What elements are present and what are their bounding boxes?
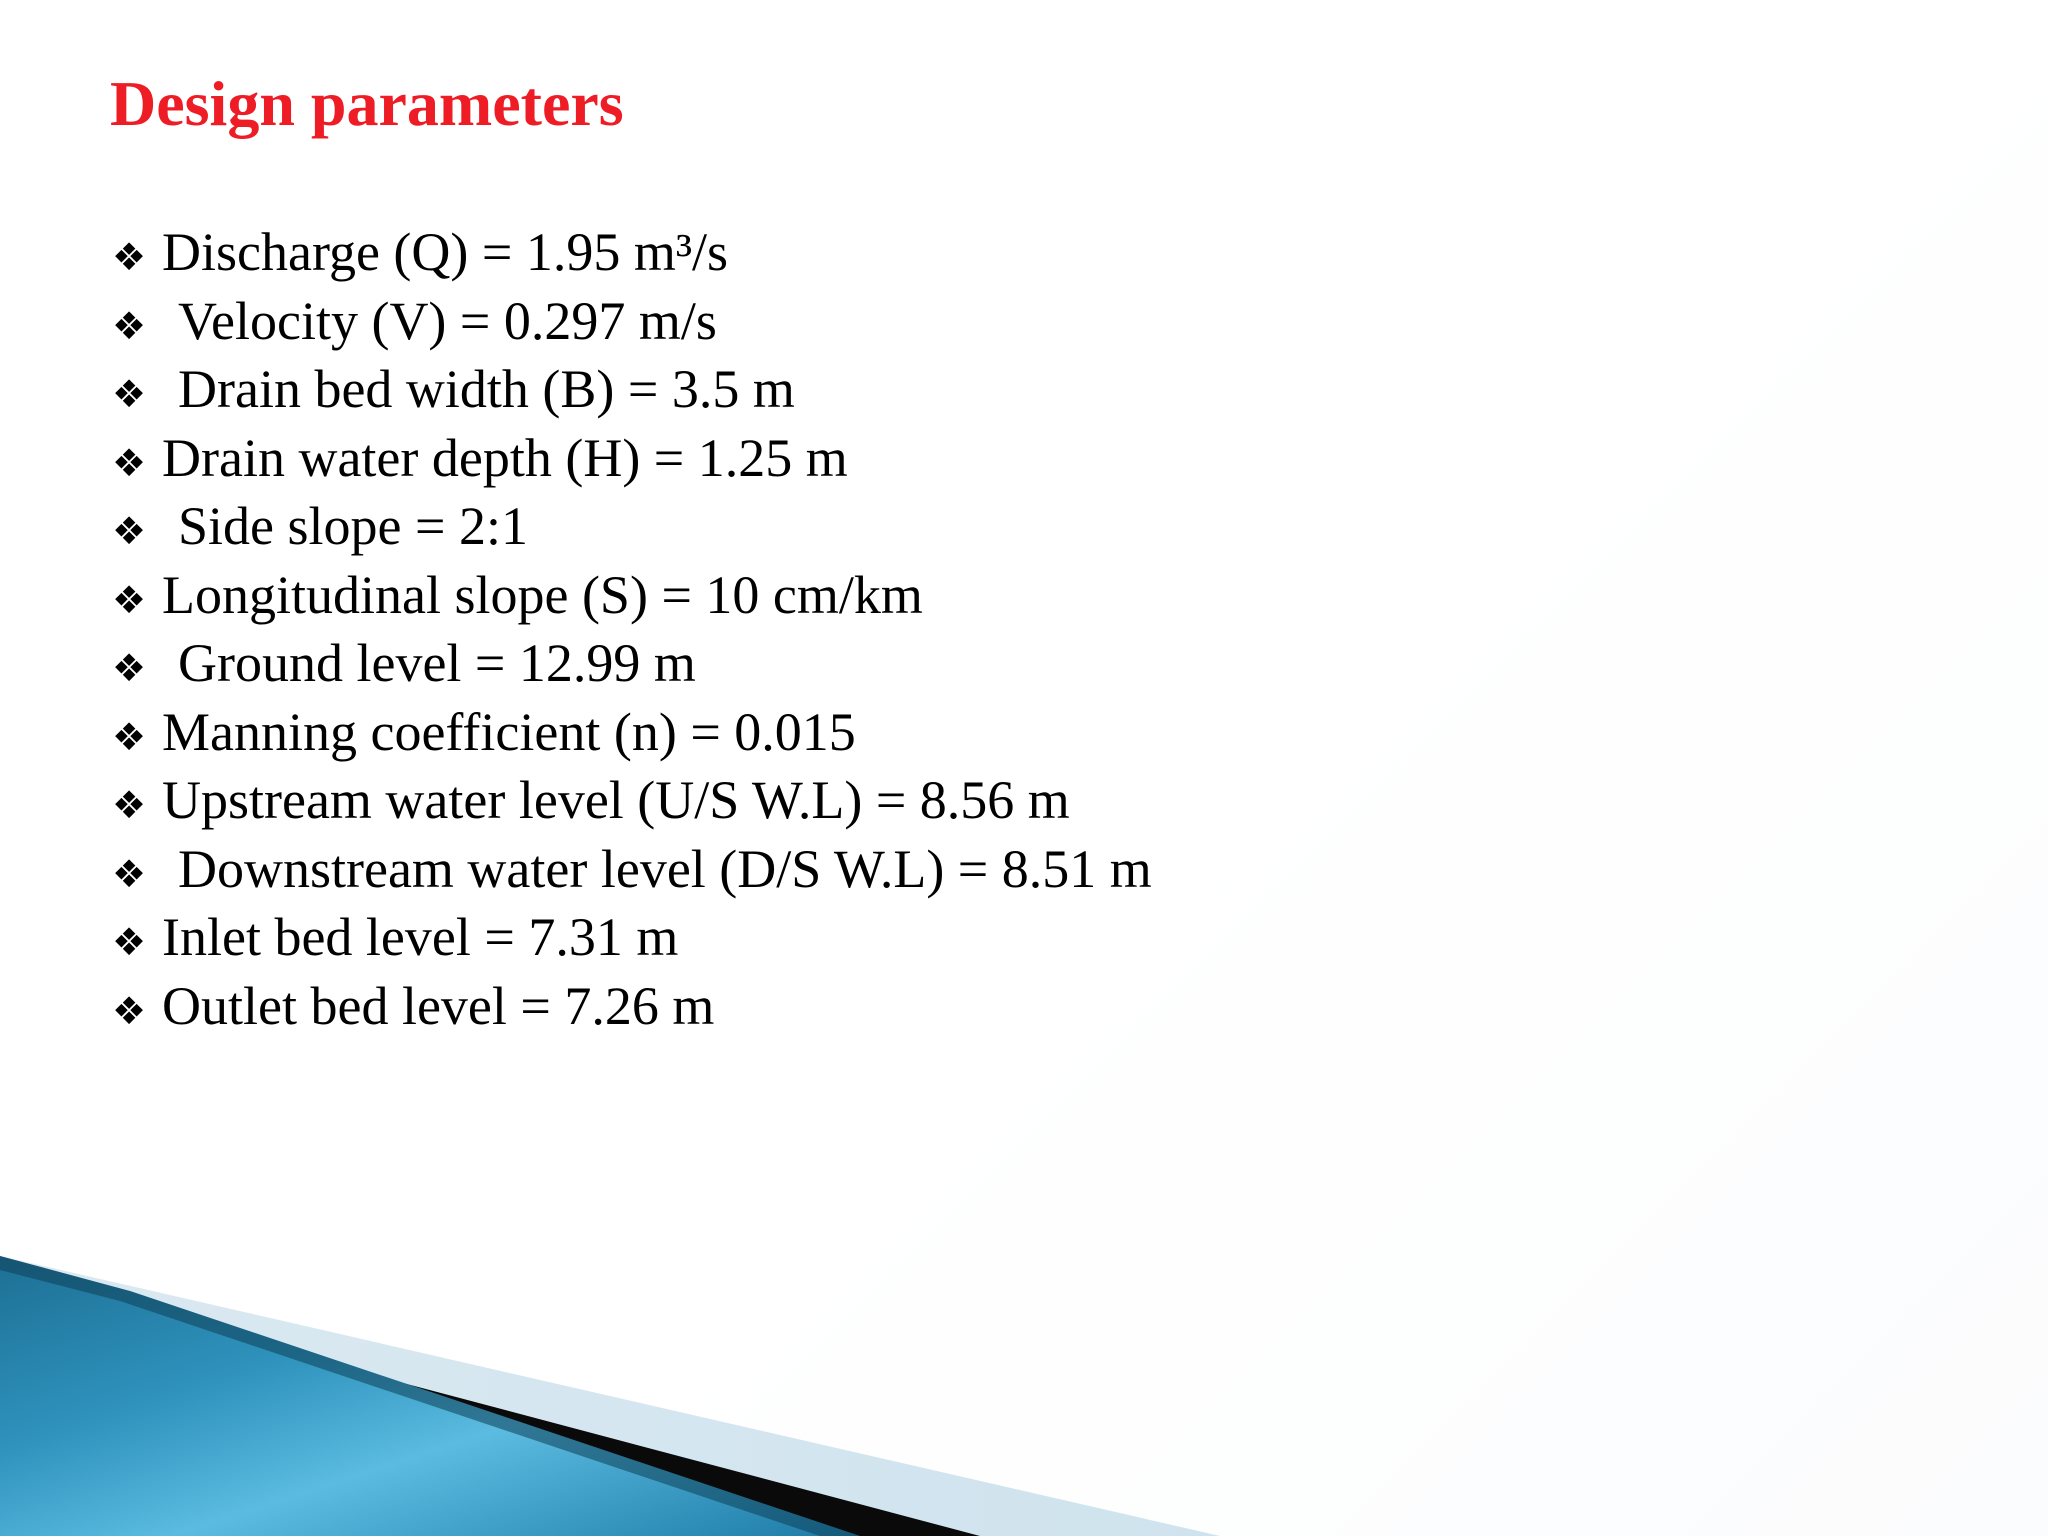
parameter-item <box>112 903 1152 972</box>
parameter-text: Downstream water level (D/S W.L) = 8.51 m <box>178 838 1152 899</box>
parameter-item <box>112 492 1152 561</box>
parameter-item <box>112 561 1152 630</box>
four-diamond-bullet-icon: ❖ <box>112 920 147 964</box>
four-diamond-bullet-icon: ❖ <box>112 988 147 1033</box>
parameter-item <box>112 835 1152 904</box>
four-diamond-bullet-icon: ❖ <box>112 509 147 553</box>
four-diamond-bullet-icon: ❖ <box>112 303 147 348</box>
slide-title: Design parameters <box>110 68 624 139</box>
four-diamond-bullet-icon: ❖ <box>112 783 147 827</box>
four-diamond-bullet-icon: ❖ <box>112 646 147 690</box>
parameter-item <box>112 355 1152 424</box>
parameter-text: Drain bed width (B) = 3.5 m <box>178 359 795 419</box>
parameter-text: Outlet bed level = 7.26 m <box>162 975 715 1036</box>
slide-corner-decoration <box>0 1256 2048 1536</box>
parameter-item <box>112 766 1152 835</box>
parameter-text: Drain water depth (H) = 1.25 m <box>162 427 848 488</box>
parameter-item <box>112 218 1152 287</box>
four-diamond-bullet-icon: ❖ <box>112 577 147 622</box>
four-diamond-bullet-icon: ❖ <box>112 440 147 485</box>
parameter-item <box>112 972 1152 1041</box>
parameter-text: Inlet bed level = 7.31 m <box>162 907 679 967</box>
parameter-text: Velocity (V) = 0.297 m/s <box>178 290 717 351</box>
parameter-item <box>112 424 1152 493</box>
four-diamond-bullet-icon: ❖ <box>112 851 147 896</box>
parameter-text: Side slope = 2:1 <box>178 496 528 556</box>
parameter-text: Manning coefficient (n) = 0.015 <box>162 701 856 762</box>
parameter-text: Ground level = 12.99 m <box>178 633 696 693</box>
parameter-item <box>112 287 1152 356</box>
parameter-text: Longitudinal slope (S) = 10 cm/km <box>162 564 923 625</box>
parameter-item <box>112 629 1152 698</box>
parameter-item <box>112 698 1152 767</box>
parameter-list <box>112 218 1152 1040</box>
parameter-text: Discharge (Q) = 1.95 m³/s <box>162 222 729 282</box>
four-diamond-bullet-icon: ❖ <box>112 714 147 759</box>
four-diamond-bullet-icon: ❖ <box>112 235 147 279</box>
parameter-text: Upstream water level (U/S W.L) = 8.56 m <box>162 770 1070 830</box>
four-diamond-bullet-icon: ❖ <box>112 372 147 416</box>
